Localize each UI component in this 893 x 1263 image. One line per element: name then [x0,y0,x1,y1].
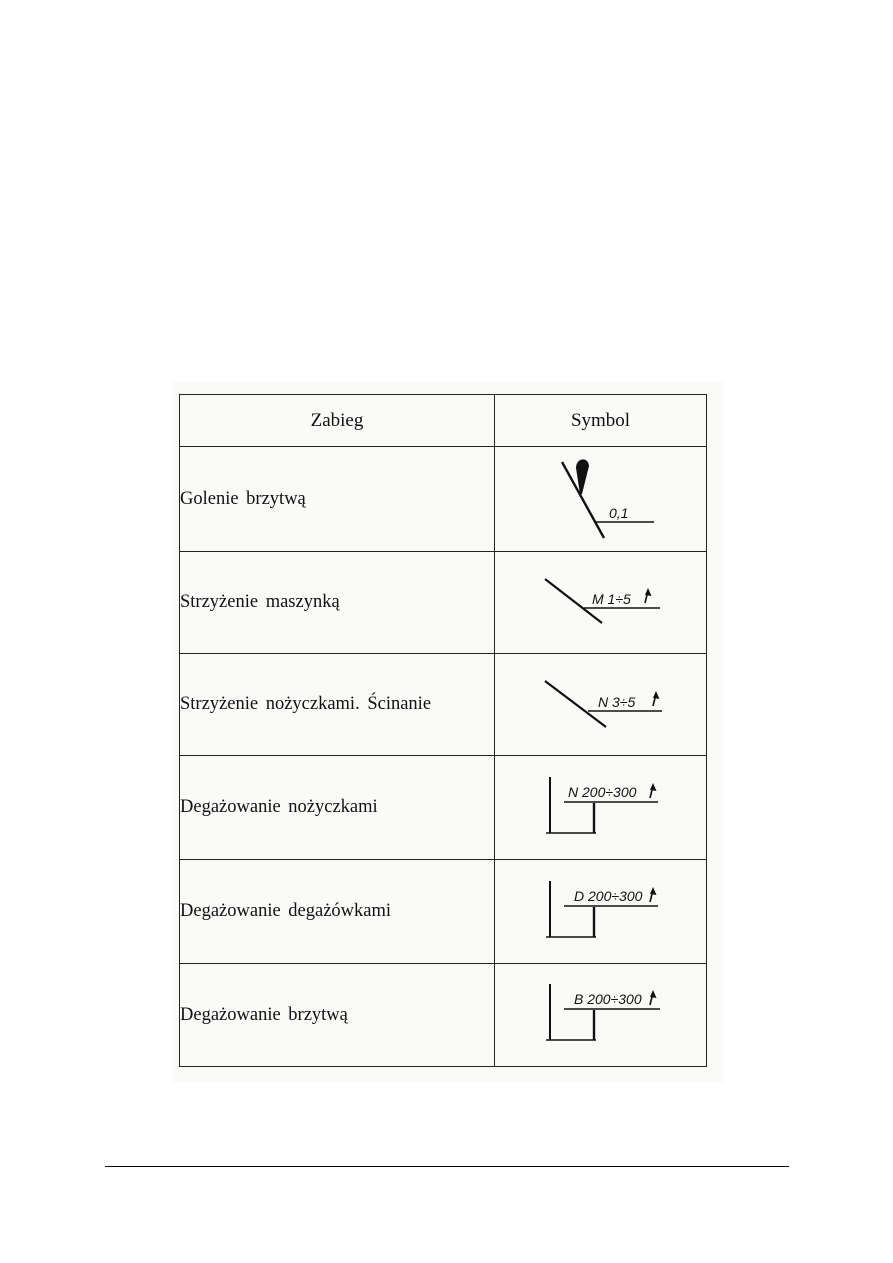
procedure-name: Strzyżenie maszynką [180,552,495,654]
symbol-label: N 3÷5 [597,693,635,710]
thinning-symbol-icon [526,980,676,1050]
up-arrow-icon [645,588,652,603]
procedure-name: Degażowanie brzytwą [180,964,495,1067]
symbol-label: 0,1 [608,505,628,521]
up-arrow-icon [650,887,657,902]
table-header-row [180,395,707,447]
table-row [180,552,707,654]
procedures-table [179,394,707,1067]
header-procedure: Zabieg [180,395,495,447]
symbol-label: M 1÷5 [591,590,631,607]
symbol-label: N 200÷300 [567,783,636,800]
thinning-symbol-icon [526,877,676,947]
symbol-cell [495,860,707,964]
symbol-label: D 200÷300 [573,887,642,904]
symbol-label: B 200÷300 [573,991,642,1007]
symbol-cell [495,756,707,860]
header-symbol: Symbol [495,395,707,447]
up-arrow-icon [653,691,660,706]
up-arrow-icon [650,990,657,1005]
table-row [180,654,707,756]
clipper-cut-symbol-icon [526,573,676,633]
footer-divider [105,1166,789,1167]
symbol-cell [495,654,707,756]
symbol-cell [495,552,707,654]
procedure-name: Degażowanie degażówkami [180,860,495,964]
table-row [180,964,707,1067]
table-row [180,756,707,860]
symbol-cell [495,964,707,1067]
table-row [180,447,707,552]
scissor-cut-symbol-icon [526,675,676,735]
procedure-name: Strzyżenie nożyczkami. Ścinanie [180,654,495,756]
symbol-cell [495,447,707,552]
procedure-name: Golenie brzytwą [180,447,495,552]
razor-shave-symbol-icon [526,458,676,540]
procedure-name: Degażowanie nożyczkami [180,756,495,860]
thinning-symbol-icon [526,773,676,843]
up-arrow-icon [650,783,657,798]
table-row [180,860,707,964]
